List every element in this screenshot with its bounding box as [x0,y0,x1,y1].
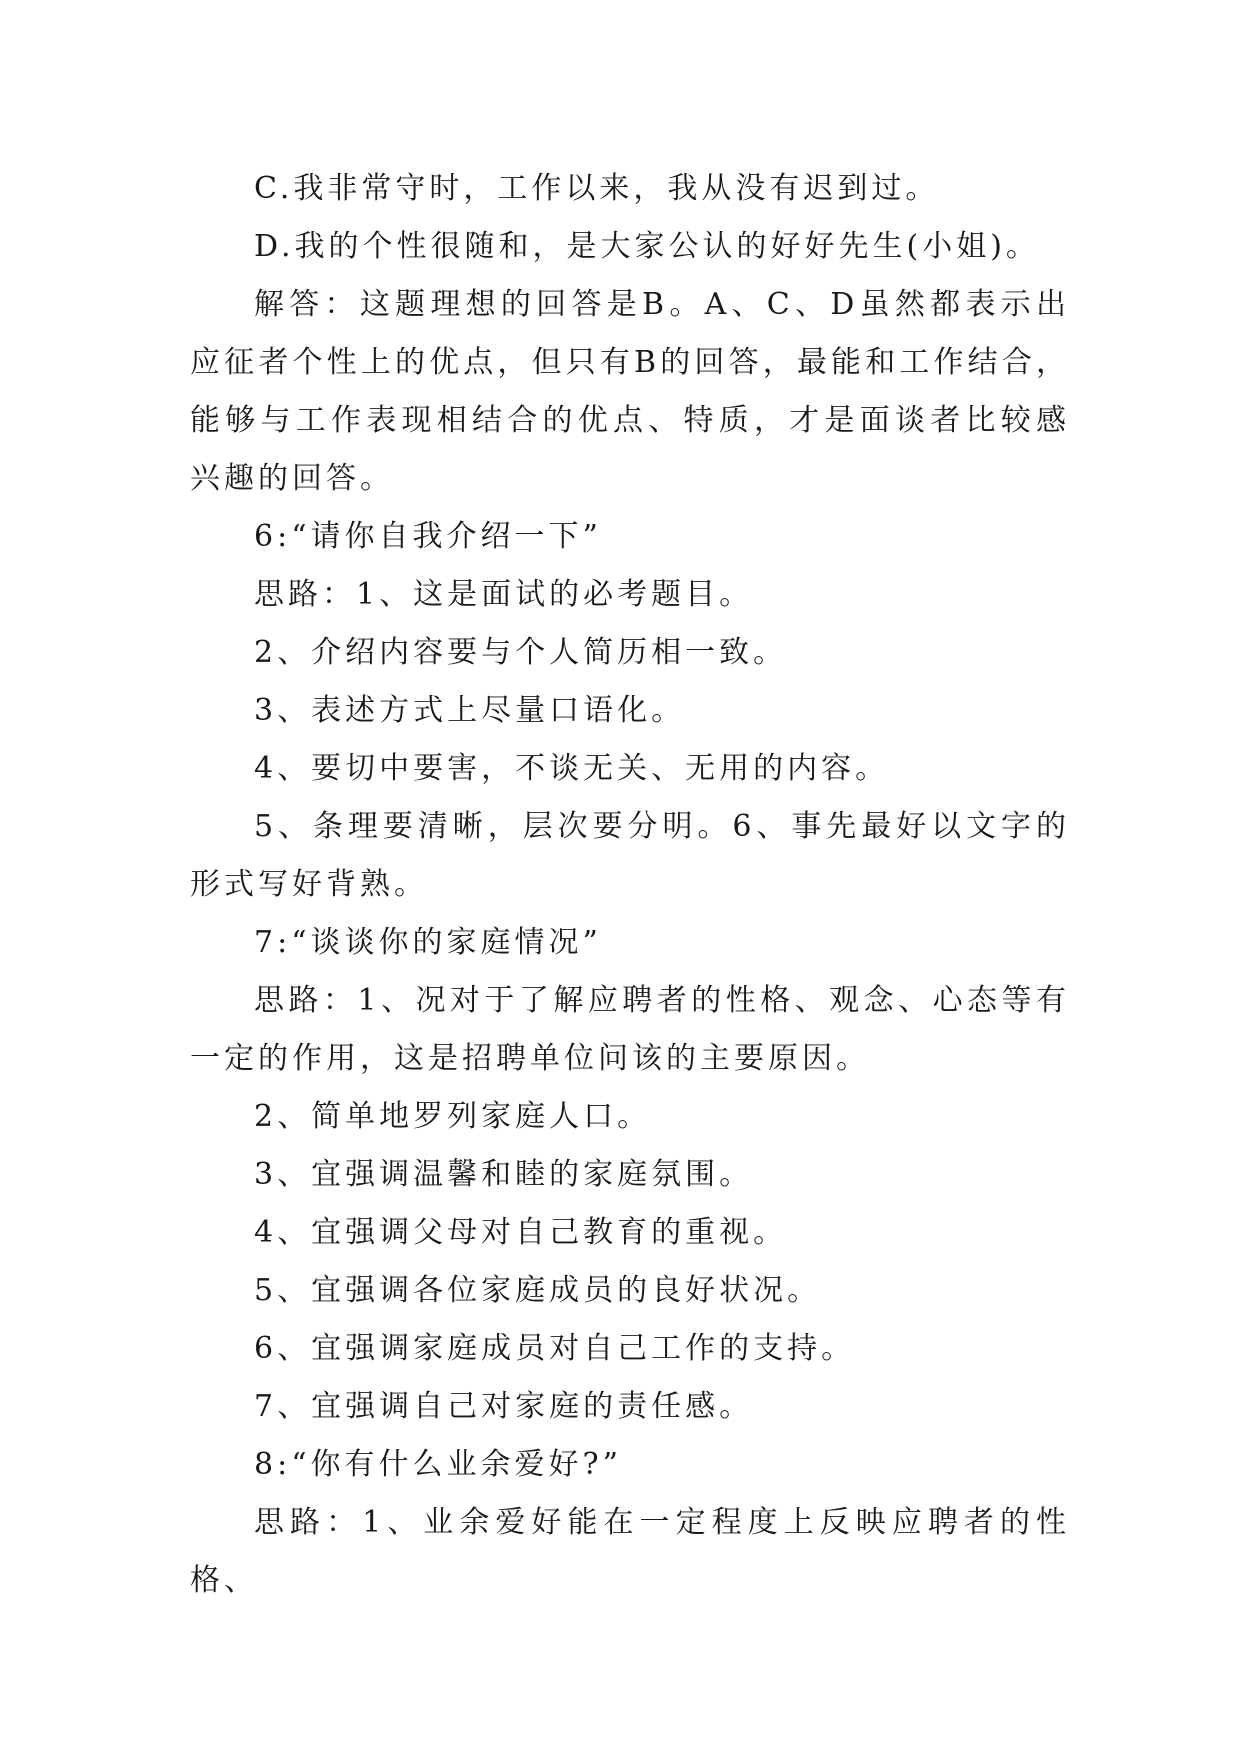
paragraph-item: 2、介绍内容要与个人简历相一致。 [254,635,788,670]
paragraph-item: 7、宜强调自己对家庭的责任感。 [254,1389,754,1424]
paragraph-item: 思路：1、业余爱好能在一定程度上反映应聘者的性格、 [190,1505,1070,1598]
paragraph-item: 4、宜强调父母对自己教育的重视。 [254,1215,788,1250]
paragraph-item: 思路：1、况对于了解应聘者的性格、观念、心态等有一定的作用，这是招聘单位问该的主要原因。 [190,983,1070,1076]
paragraph-option-c: C.我非常守时，工作以来，我从没有迟到过。 [254,171,940,206]
question-heading-8: 8:“你有什么业余爱好?” [254,1447,622,1482]
paragraph-item: 思路：1、这是面试的必考题目。 [254,577,754,612]
paragraph-item: 5、条理要清晰，层次要分明。6、事先最好以文字的形式写好背熟。 [190,809,1070,902]
paragraph-item: 4、要切中要害，不谈无关、无用的内容。 [254,751,890,786]
paragraph-item: 3、表述方式上尽量口语化。 [254,693,686,728]
paragraph-option-d: D.我的个性很随和，是大家公认的好好先生(小姐)。 [254,229,1040,264]
paragraph-answer: 解答：这题理想的回答是B。A、C、D虽然都表示出应征者个性上的优点，但只有B的回答，最能和工作结合，能够与工作表现相结合的优点、特质，才是面谈者比较感兴趣的回答。 [190,287,1070,496]
paragraph-item: 3、宜强调温馨和睦的家庭氛围。 [254,1157,754,1192]
question-heading-6: 6:“请你自我介绍一下” [254,519,602,554]
paragraph-item: 6、宜强调家庭成员对自己工作的支持。 [254,1331,856,1366]
paragraph-item: 2、简单地罗列家庭人口。 [254,1099,652,1134]
question-heading-7: 7:“谈谈你的家庭情况” [254,925,602,960]
document-body [190,160,1070,1610]
paragraph-item: 5、宜强调各位家庭成员的良好状况。 [254,1273,822,1308]
